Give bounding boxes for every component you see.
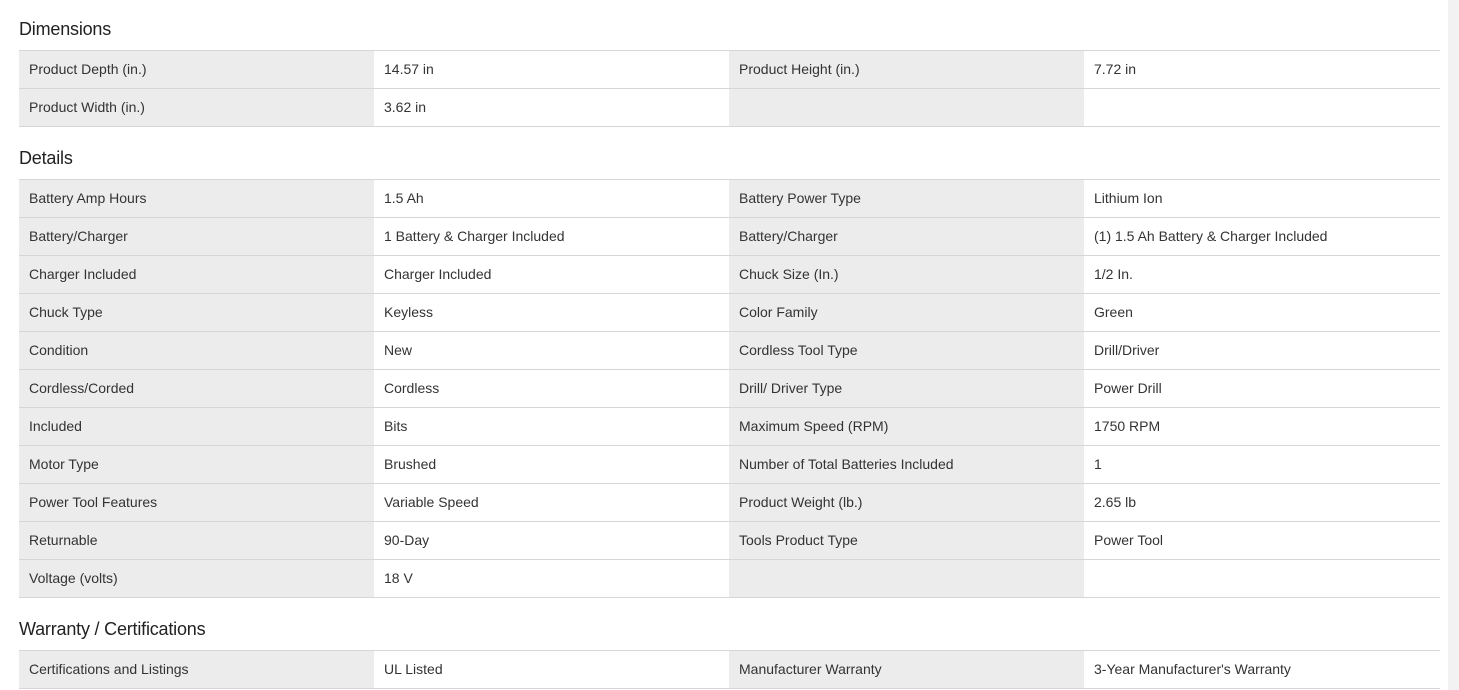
spec-row bbox=[19, 560, 1440, 598]
spec-label: Drill/ Driver Type bbox=[729, 370, 1084, 407]
spec-value: 90-Day bbox=[374, 522, 729, 559]
spec-row bbox=[19, 522, 1440, 560]
spec-label: Color Family bbox=[729, 294, 1084, 331]
spec-value: 1750 RPM bbox=[1084, 408, 1440, 445]
spec-value: 1/2 In. bbox=[1084, 256, 1440, 293]
spec-value: Lithium Ion bbox=[1084, 180, 1440, 217]
spec-value: Power Tool bbox=[1084, 522, 1440, 559]
spec-label: Battery Amp Hours bbox=[19, 180, 374, 217]
spec-value: 7.72 in bbox=[1084, 51, 1440, 88]
spec-label: Product Depth (in.) bbox=[19, 51, 374, 88]
spec-value: 14.57 in bbox=[374, 51, 729, 88]
spec-value: 3-Year Manufacturer's Warranty bbox=[1084, 651, 1440, 688]
spec-row bbox=[19, 180, 1440, 218]
spec-label: Battery Power Type bbox=[729, 180, 1084, 217]
spec-value bbox=[1084, 560, 1440, 597]
spec-label: Battery/Charger bbox=[729, 218, 1084, 255]
spec-label: Cordless Tool Type bbox=[729, 332, 1084, 369]
warranty-spec-table bbox=[19, 650, 1440, 689]
spec-label: Certifications and Listings bbox=[19, 651, 374, 688]
spec-value: 2.65 lb bbox=[1084, 484, 1440, 521]
spec-row bbox=[19, 484, 1440, 522]
spec-value bbox=[1084, 89, 1440, 126]
spec-label: Product Height (in.) bbox=[729, 51, 1084, 88]
spec-row bbox=[19, 446, 1440, 484]
spec-value: UL Listed bbox=[374, 651, 729, 688]
spec-label: Product Width (in.) bbox=[19, 89, 374, 126]
spec-value: Keyless bbox=[374, 294, 729, 331]
spec-label: Chuck Type bbox=[19, 294, 374, 331]
spec-label: Tools Product Type bbox=[729, 522, 1084, 559]
spec-row bbox=[19, 651, 1440, 689]
details-spec-table bbox=[19, 179, 1440, 598]
spec-value: 1.5 Ah bbox=[374, 180, 729, 217]
dimensions-spec-table bbox=[19, 50, 1440, 127]
spec-label: Voltage (volts) bbox=[19, 560, 374, 597]
spec-label: Chuck Size (In.) bbox=[729, 256, 1084, 293]
spec-value: Bits bbox=[374, 408, 729, 445]
spec-row bbox=[19, 256, 1440, 294]
spec-label: Number of Total Batteries Included bbox=[729, 446, 1084, 483]
spec-value: Charger Included bbox=[374, 256, 729, 293]
spec-label: Cordless/Corded bbox=[19, 370, 374, 407]
spec-label: Manufacturer Warranty bbox=[729, 651, 1084, 688]
spec-value: Power Drill bbox=[1084, 370, 1440, 407]
spec-row bbox=[19, 294, 1440, 332]
spec-label: Charger Included bbox=[19, 256, 374, 293]
spec-label: Maximum Speed (RPM) bbox=[729, 408, 1084, 445]
spec-row bbox=[19, 89, 1440, 127]
spec-value: Variable Speed bbox=[374, 484, 729, 521]
section-details bbox=[19, 148, 1440, 586]
spec-label: Condition bbox=[19, 332, 374, 369]
spec-label: Battery/Charger bbox=[19, 218, 374, 255]
section-title-dimensions: Dimensions bbox=[19, 19, 112, 39]
spec-row bbox=[19, 51, 1440, 89]
spec-row bbox=[19, 218, 1440, 256]
spec-label bbox=[729, 89, 1084, 126]
spec-row bbox=[19, 408, 1440, 446]
spec-row bbox=[19, 370, 1440, 408]
spec-value: 1 Battery & Charger Included bbox=[374, 218, 729, 255]
scroll-gutter bbox=[1448, 0, 1459, 690]
spec-label: Motor Type bbox=[19, 446, 374, 483]
spec-value: 3.62 in bbox=[374, 89, 729, 126]
section-dimensions bbox=[19, 19, 1440, 115]
spec-value: New bbox=[374, 332, 729, 369]
spec-label: Included bbox=[19, 408, 374, 445]
spec-label bbox=[729, 560, 1084, 597]
spec-value: (1) 1.5 Ah Battery & Charger Included bbox=[1084, 218, 1440, 255]
spec-label: Product Weight (lb.) bbox=[729, 484, 1084, 521]
spec-value: 18 V bbox=[374, 560, 729, 597]
spec-value: Green bbox=[1084, 294, 1440, 331]
section-warranty-certifications bbox=[19, 619, 1440, 677]
spec-label: Power Tool Features bbox=[19, 484, 374, 521]
spec-value: Brushed bbox=[374, 446, 729, 483]
section-title-warranty-certifications: Warranty / Certifications bbox=[19, 619, 206, 639]
spec-row bbox=[19, 332, 1440, 370]
spec-value: 1 bbox=[1084, 446, 1440, 483]
spec-value: Cordless bbox=[374, 370, 729, 407]
spec-value: Drill/Driver bbox=[1084, 332, 1440, 369]
spec-label: Returnable bbox=[19, 522, 374, 559]
section-title-details: Details bbox=[19, 148, 73, 168]
